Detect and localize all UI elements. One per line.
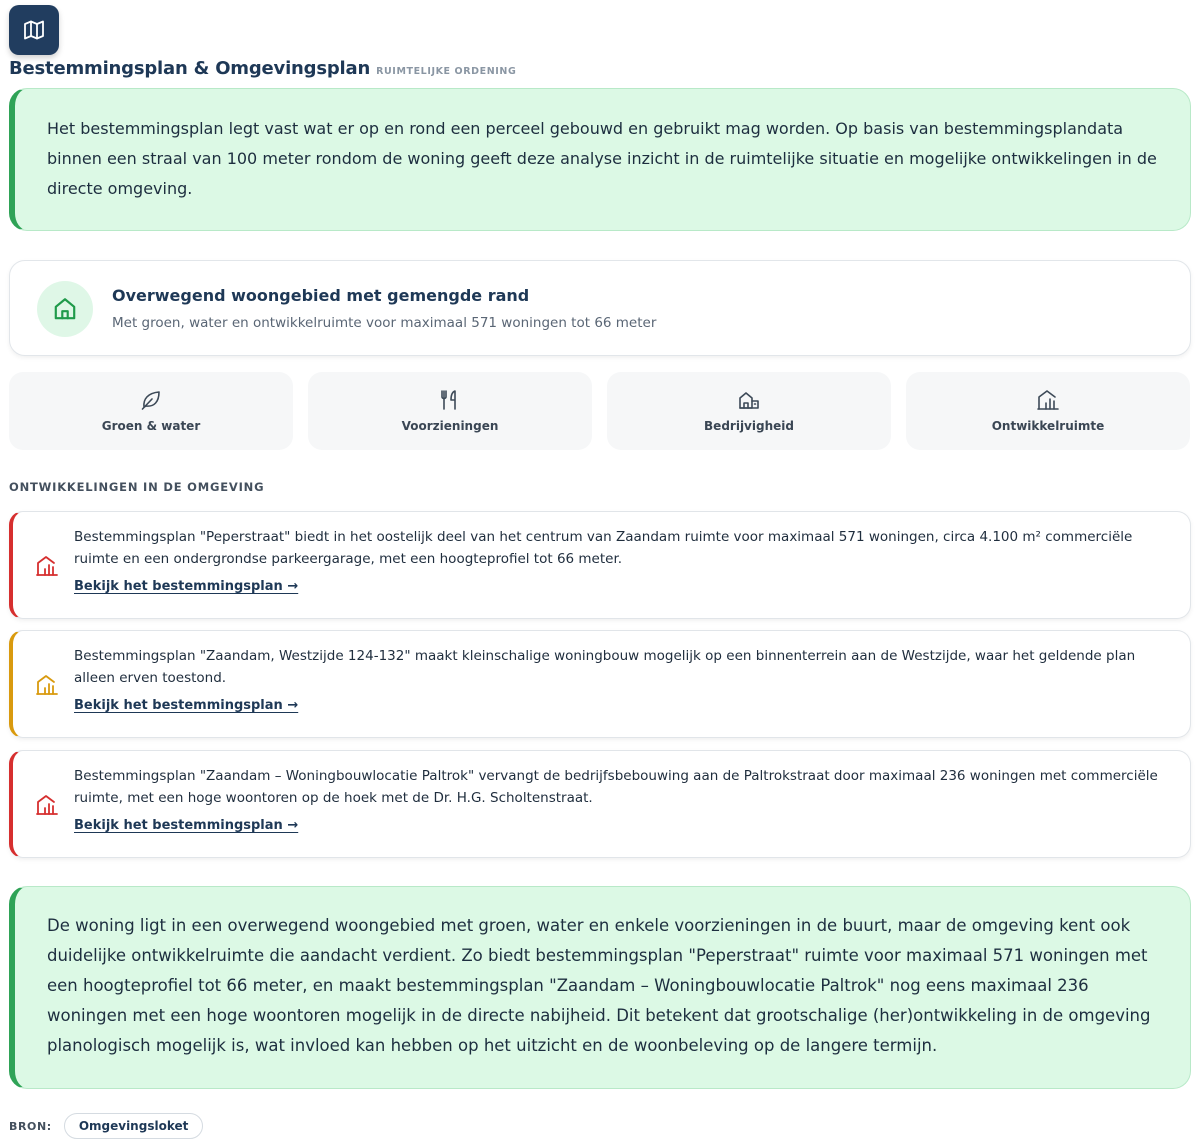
- tile-ontwikkelruimte[interactable]: [906, 372, 1190, 450]
- conclusion-text: De woning ligt in een overwegend woongebied met groen, water en enkele voorzieningen in de buurt, maar de omgeving kent ook duidelijke ontwikkelruimte die aandacht verdient. Zo biedt bestemmingsplan "Peperstraat" ruimte voor maximaal 571 woningen met een hoogteprofiel tot 66 meter, en maakt bestemmingsplan "Zaandam – Woningbouwlocatie Paltrok" nog eens maximaal 236 woningen met een hoge woontoren mogelijk in de directe nabijheid. Dit betekent dat grootschalige (her)ontwikkeling in de omgeving planologisch mogelijk is, wat invloed kan hebben op het uitzicht en de woonbeleving op de langere termijn.: [47, 916, 1151, 1055]
- source-label: BRON:: [9, 1119, 52, 1133]
- map-button[interactable]: [9, 5, 59, 55]
- intro-callout: [9, 88, 1191, 231]
- home-icon-badge: [37, 281, 93, 337]
- building-chart-icon: [35, 554, 59, 578]
- intro-text: Het bestemmingsplan legt vast wat er op en rond een perceel gebouwd en gebruikt mag worden. Op basis van bestemmingsplandata binnen een straal van 100 meter rondom de woning geeft deze analyse inzicht in de ruimtelijke situatie en mogelijke ontwikkelingen in de directe omgeving.: [47, 119, 1157, 198]
- development-card: [9, 630, 1191, 738]
- tile-bedrijvigheid[interactable]: [607, 372, 891, 450]
- building-chart-icon: [35, 673, 59, 697]
- tile-label: Bedrijvigheid: [704, 419, 794, 433]
- development-text: Bestemmingsplan "Peperstraat" biedt in het oostelijk deel van het centrum van Zaandam ruimte voor maximaal 571 woningen, circa 4.100 m² commerciële ruimte en een ondergrondse parkeergarage, met een hoogteprofiel tot 66 meter.: [74, 529, 1133, 567]
- view-plan-link[interactable]: Bekijk het bestemmingsplan →: [74, 579, 299, 594]
- building-chart-icon: [35, 793, 59, 817]
- conclusion-callout: [9, 886, 1191, 1089]
- view-plan-link[interactable]: Bekijk het bestemmingsplan →: [74, 818, 299, 833]
- utensils-icon: [438, 388, 462, 412]
- source-row: [9, 1112, 203, 1140]
- map-icon: [22, 18, 46, 42]
- building-chart-icon: [1036, 388, 1060, 412]
- tile-label: Voorzieningen: [401, 419, 499, 433]
- development-card: [9, 511, 1191, 619]
- home-icon: [52, 296, 78, 322]
- tile-label: Ontwikkelruimte: [991, 419, 1105, 433]
- summary-card: [9, 260, 1191, 356]
- tile-label: Groen & water: [101, 419, 201, 433]
- category-tiles: [9, 372, 1191, 450]
- development-text: Bestemmingsplan "Zaandam – Woningbouwlocatie Paltrok" vervangt de bedrijfsbebouwing aan de Paltrokstraat door maximaal 236 woningen met commerciële ruimte, met een hoge woontoren op de hoek met de Dr. H.G. Scholtenstraat.: [74, 768, 1158, 806]
- page-header: [9, 58, 516, 86]
- page-title: Bestemmingsplan & Omgevingsplan: [9, 58, 371, 79]
- page-subtitle: RUIMTELIJKE ORDENING: [376, 66, 517, 77]
- development-text: Bestemmingsplan "Zaandam, Westzijde 124-132" maakt kleinschalige woningbouw mogelijk op een binnenterrein aan de Westzijde, waar het geldende plan alleen erven toestond.: [74, 648, 1136, 686]
- tile-groen-water[interactable]: [9, 372, 293, 450]
- section-label-developments: ONTWIKKELINGEN IN DE OMGEVING: [9, 480, 265, 494]
- leaf-icon: [139, 388, 163, 412]
- source-pill[interactable]: Omgevingsloket: [64, 1113, 204, 1139]
- tile-voorzieningen[interactable]: [308, 372, 592, 450]
- view-plan-link[interactable]: Bekijk het bestemmingsplan →: [74, 698, 299, 713]
- factory-icon: [737, 388, 761, 412]
- development-card: [9, 750, 1191, 858]
- summary-subtitle: Met groen, water en ontwikkelruimte voor maximaal 571 woningen tot 66 meter: [112, 315, 657, 331]
- summary-title: Overwegend woongebied met gemengde rand: [112, 286, 530, 305]
